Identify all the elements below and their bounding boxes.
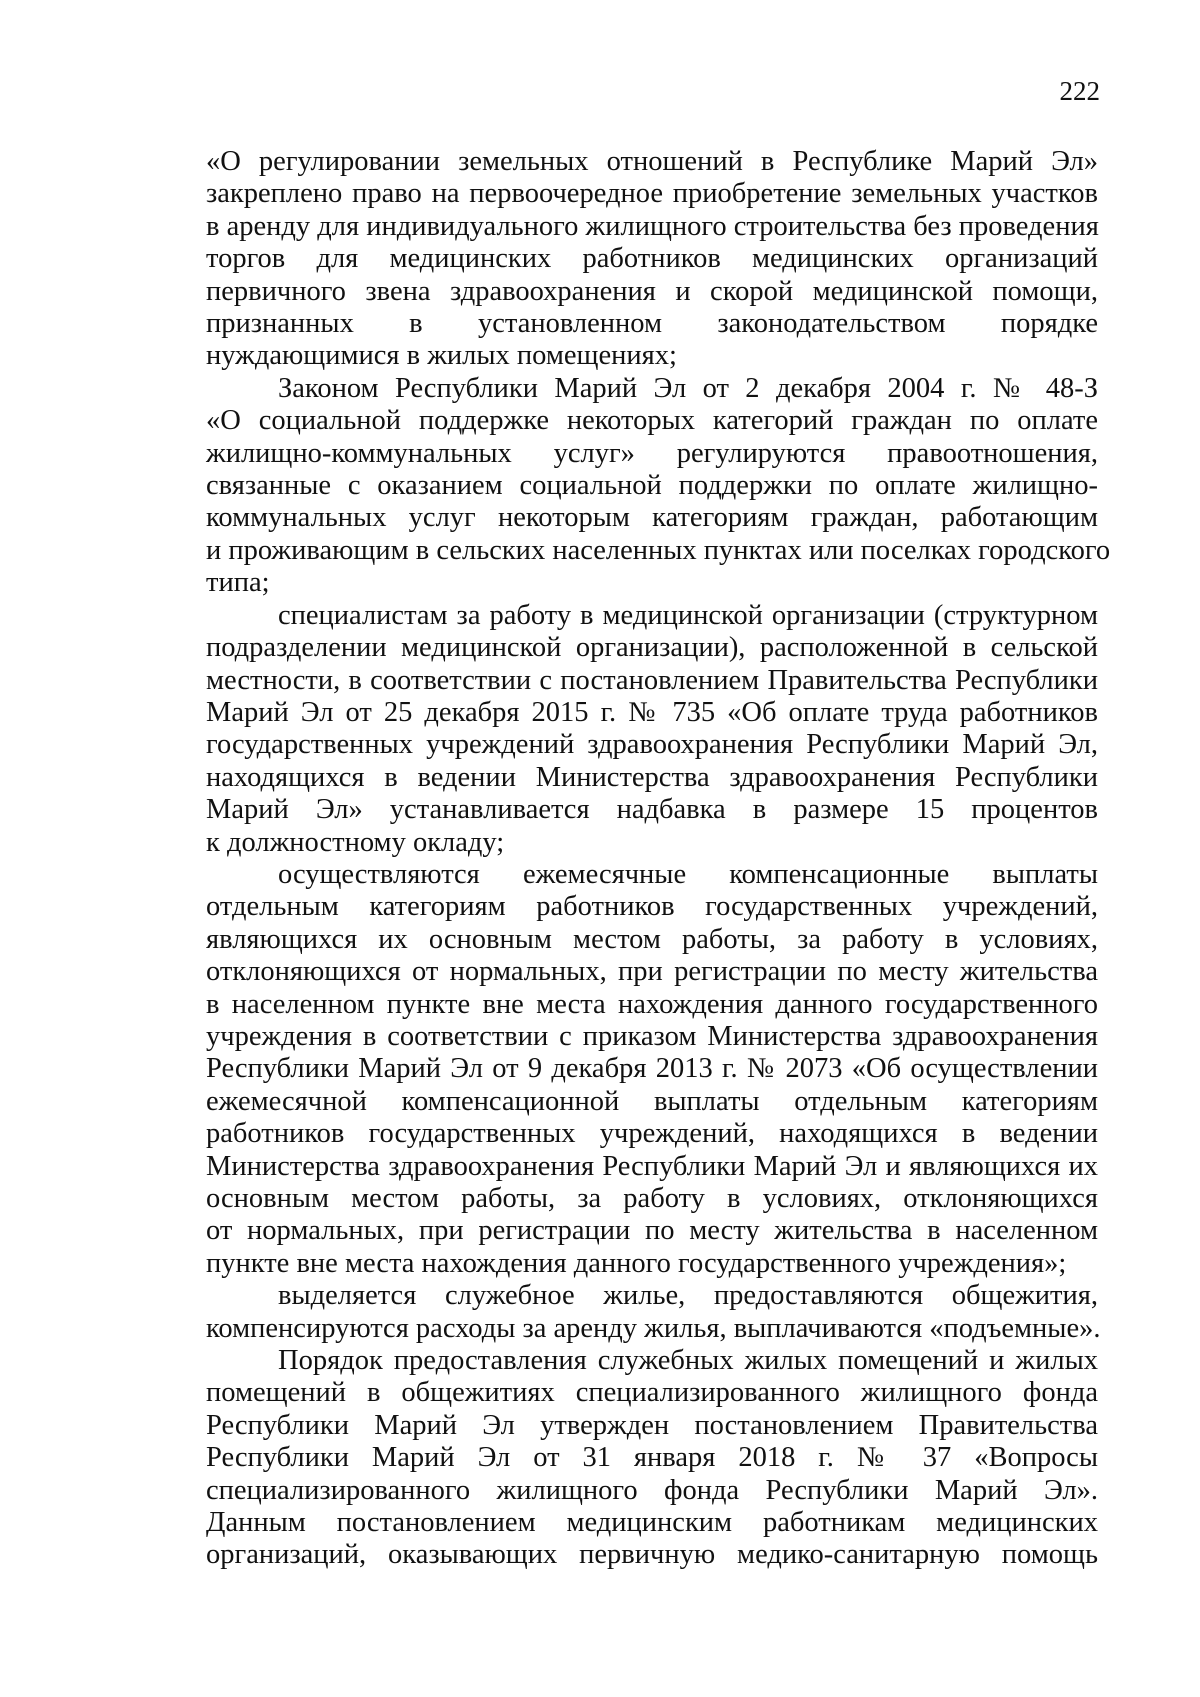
text-line: работников государственных учреждений, находящихся в ведении xyxy=(206,1118,1098,1150)
text-line: основным местом работы, за работу в условиях, отклоняющихся xyxy=(206,1183,1098,1214)
text-line: помещений в общежитиях специализированного жилищного фонда xyxy=(206,1377,1098,1409)
text-line: организаций, оказывающих первичную медико-санитарную помощь xyxy=(206,1539,1098,1571)
text-line: к должностному окладу; xyxy=(206,826,505,858)
paragraph xyxy=(206,1280,1101,1345)
text-line: в населенном пункте вне места нахождения данного государственного xyxy=(206,988,1098,1020)
text-line: специализированного жилищного фонда Республики Марий Эл». xyxy=(206,1474,1098,1506)
text-line: нуждающимися в жилых помещениях; xyxy=(206,340,677,372)
text-line: типа; xyxy=(206,567,270,599)
paragraph xyxy=(206,1345,1098,1572)
paragraph xyxy=(206,146,1098,373)
text-line: отклоняющихся от нормальных, при регистрации по месту жительства xyxy=(206,956,1098,988)
text-line: торгов для медицинских работников медицинских организаций xyxy=(206,243,1098,275)
text-line: связанные с оказанием социальной поддержки по оплате жилищно- xyxy=(206,470,1098,502)
text-line: Республики Марий Эл от 31 января 2018 г. № 37 «Вопросы xyxy=(206,1442,1098,1474)
text-line: отдельным категориям работников государственных учреждений, xyxy=(206,891,1098,923)
text-line: Республики Марий Эл от 9 декабря 2013 г. № 2073 «Об осуществлении xyxy=(206,1053,1098,1085)
text-line: специалистам за работу в медицинской организации (структурном xyxy=(278,599,1098,631)
paragraph xyxy=(206,859,1098,1280)
text-line: осуществляются ежемесячные компенсационные выплаты xyxy=(278,858,1098,890)
document-body xyxy=(206,146,1111,1572)
text-line: от нормальных, при регистрации по месту жительства в населенном xyxy=(206,1215,1098,1247)
text-line: «О социальной поддержке некоторых категорий граждан по оплате xyxy=(206,405,1098,437)
text-line: коммунальных услуг некоторым категориям граждан, работающим xyxy=(206,502,1098,534)
text-line: первичного звена здравоохранения и скорой медицинской помощи, xyxy=(206,275,1098,307)
text-line: пункте вне места нахождения данного государственного учреждения»; xyxy=(206,1247,1067,1279)
text-line: Марий Эл» устанавливается надбавка в размере 15 процентов xyxy=(206,794,1098,826)
text-line: государственных учреждений здравоохранения Республики Марий Эл, xyxy=(206,729,1098,761)
text-line: являющихся их основным местом работы, за работу в условиях, xyxy=(206,923,1098,955)
paragraph xyxy=(206,600,1098,859)
text-line: Данным постановлением медицинским работникам медицинских xyxy=(206,1507,1098,1539)
text-line: признанных в установленном законодательством порядке xyxy=(206,308,1098,340)
text-line: местности, в соответствии с постановлением Правительства Республики xyxy=(206,664,1098,696)
text-line: Марий Эл от 25 декабря 2015 г. № 735 «Об оплате труда работников xyxy=(206,696,1098,728)
text-line: ежемесячной компенсационной выплаты отдельным категориям xyxy=(206,1085,1098,1117)
text-line: выделяется служебное жилье, предоставляются общежития, xyxy=(278,1280,1098,1312)
text-line: Республики Марий Эл утвержден постановлением Правительства xyxy=(206,1409,1098,1441)
paragraph xyxy=(206,372,1111,600)
text-line: и проживающим в сельских населенных пунктах или поселках городского xyxy=(206,534,1111,566)
text-line: Порядок предоставления служебных жилых помещений и жилых xyxy=(278,1345,1098,1377)
text-line: «О регулировании земельных отношений в Республике Марий Эл» xyxy=(206,146,1098,177)
text-line: жилищно-коммунальных услуг» регулируются правоотношения, xyxy=(206,437,1098,469)
page-number: 222 xyxy=(1059,76,1100,106)
text-line: Законом Республики Марий Эл от 2 декабря 2004 г. № 48-З xyxy=(278,372,1098,404)
text-line: находящихся в ведении Министерства здравоохранения Республики xyxy=(206,761,1098,793)
text-line: Министерства здравоохранения Республики Марий Эл и являющихся их xyxy=(206,1150,1098,1182)
text-line: учреждения в соответствии с приказом Министерства здравоохранения xyxy=(206,1020,1098,1052)
text-line: компенсируются расходы за аренду жилья, выплачиваются «подъемные». xyxy=(206,1312,1101,1344)
text-line: закреплено право на первоочередное приобретение земельных участков xyxy=(206,178,1098,210)
text-line: в аренду для индивидуального жилищного строительства без проведения xyxy=(206,210,1099,242)
text-line: подразделении медицинской организации), расположенной в сельской xyxy=(206,632,1098,664)
